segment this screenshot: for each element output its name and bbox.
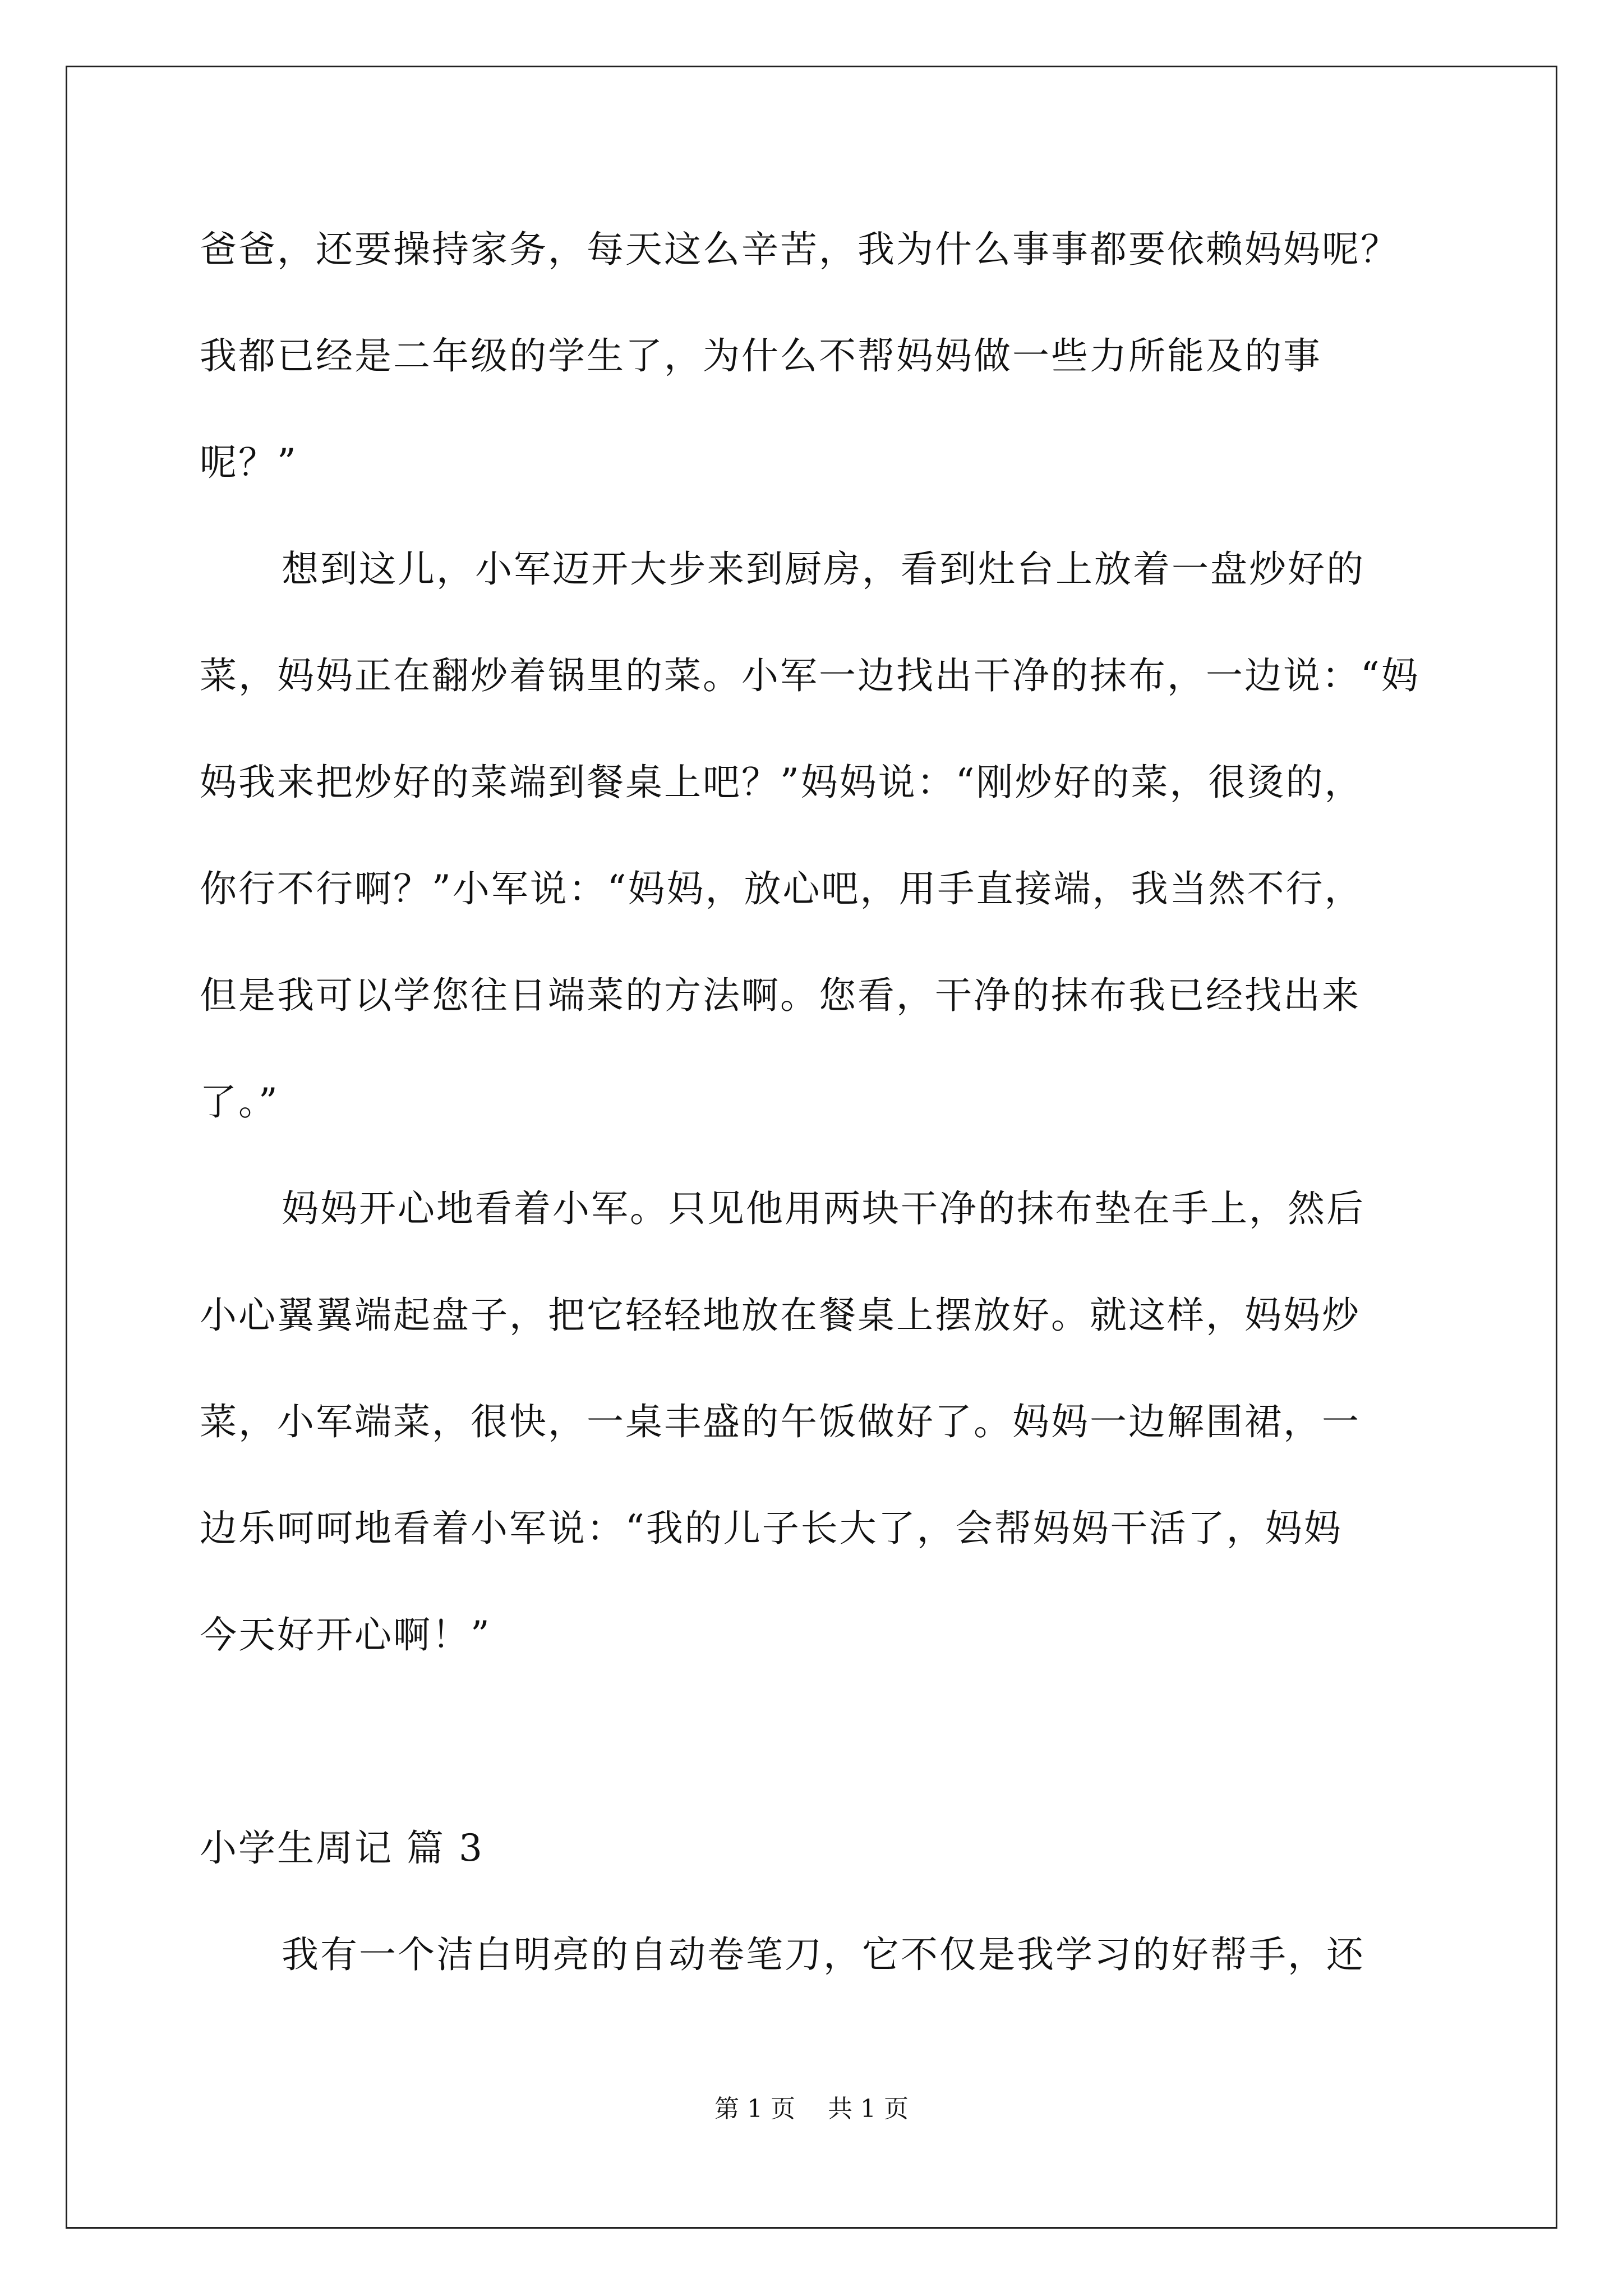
text-line: 但是我可以学您往日端菜的方法啊。您看，干净的抹布我已经找出来 <box>200 974 1361 1017</box>
text-line: 菜，妈妈正在翻炒着锅里的菜。小军一边找出干净的抹布，一边说：“妈 <box>200 654 1420 697</box>
text-line: 了。” <box>200 1080 279 1124</box>
text-line: 菜，小军端菜，很快，一桌丰盛的午饭做好了。妈妈一边解围裙，一 <box>200 1400 1361 1443</box>
paragraph-first-line: 妈妈开心地看着小军。只见他用两块干净的抹布垫在手上，然后 <box>282 1187 1365 1230</box>
text-line: 今天好开心啊！” <box>200 1613 491 1657</box>
text-line: 边乐呵呵地看着小军说：“我的儿子长大了，会帮妈妈干活了，妈妈 <box>200 1507 1343 1550</box>
paragraph-first-line: 我有一个洁白明亮的自动卷笔刀，它不仅是我学习的好帮手，还 <box>282 1933 1365 1976</box>
text-line: 呢？” <box>200 441 298 484</box>
text-line: 妈我来把炒好的菜端到餐桌上吧？”妈妈说：“刚炒好的菜，很烫的， <box>200 761 1363 804</box>
paragraph-first-line: 想到这儿，小军迈开大步来到厨房，看到灶台上放着一盘炒好的 <box>282 547 1365 591</box>
page-footer: 第 1 页 共 1 页 <box>714 2095 909 2123</box>
text-line: 你行不行啊？”小军说：“妈妈，放心吧，用手直接端，我当然不行， <box>200 867 1363 910</box>
section-heading: 小学生周记 篇 3 <box>200 1826 484 1870</box>
page-border <box>66 66 1557 2229</box>
text-line: 我都已经是二年级的学生了，为什么不帮妈妈做一些力所能及的事 <box>200 334 1322 378</box>
text-line: 爸爸，还要操持家务，每天这么辛苦，我为什么事事都要依赖妈妈呢？ <box>200 228 1399 271</box>
text-line: 小心翼翼端起盘子，把它轻轻地放在餐桌上摆放好。就这样，妈妈炒 <box>200 1294 1361 1337</box>
